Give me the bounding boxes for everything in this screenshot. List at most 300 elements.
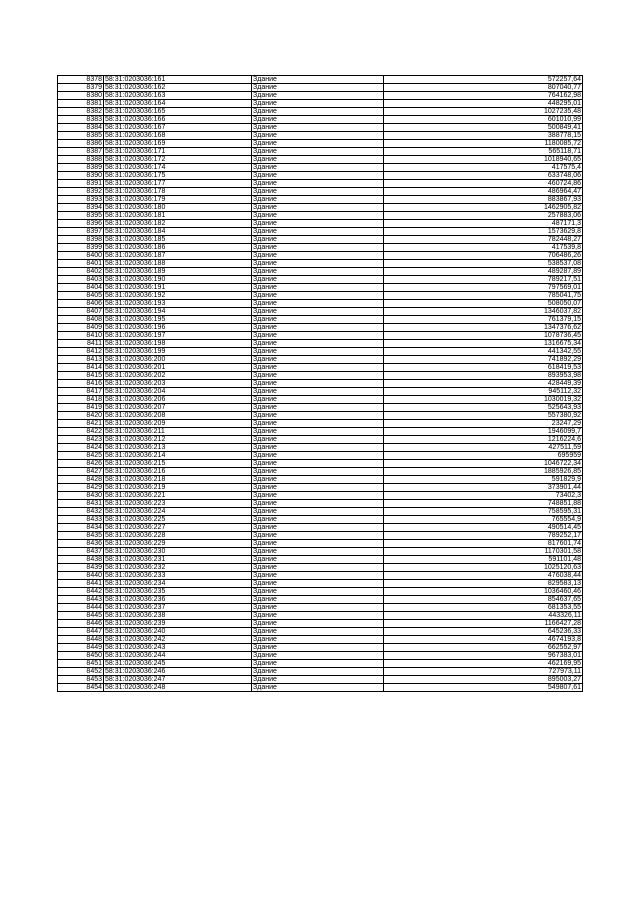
cadastral-number-cell: 58:31:0203036:182 [104,220,252,228]
object-type-cell: Здание [252,204,384,212]
object-type-cell: Здание [252,236,384,244]
row-number-cell: 8420 [58,412,104,420]
row-number-cell: 8395 [58,212,104,220]
value-cell: 1316675,34 [384,340,583,348]
table-row [58,244,583,252]
table-row [58,308,583,316]
table-row [58,556,583,564]
table-row [58,444,583,452]
table-row [58,140,583,148]
cadastral-number-cell: 58:31:0203036:189 [104,268,252,276]
value-cell: 645236,33 [384,628,583,636]
row-number-cell: 8378 [58,76,104,84]
table-row [58,596,583,604]
cadastral-number-cell: 58:31:0203036:208 [104,412,252,420]
value-cell: 695959 [384,452,583,460]
cadastral-number-cell: 58:31:0203036:178 [104,188,252,196]
object-type-cell: Здание [252,676,384,684]
row-number-cell: 8443 [58,596,104,604]
cadastral-number-cell: 58:31:0203036:221 [104,492,252,500]
row-number-cell: 8448 [58,636,104,644]
table-row [58,628,583,636]
cadastral-number-cell: 58:31:0203036:242 [104,636,252,644]
value-cell: 1885926,85 [384,468,583,476]
row-number-cell: 8396 [58,220,104,228]
object-type-cell: Здание [252,652,384,660]
cadastral-number-cell: 58:31:0203036:197 [104,332,252,340]
value-cell: 486964,47 [384,188,583,196]
row-number-cell: 8452 [58,668,104,676]
object-type-cell: Здание [252,612,384,620]
cadastral-number-cell: 58:31:0203036:214 [104,452,252,460]
table-row [58,524,583,532]
value-cell: 557380,92 [384,412,583,420]
object-type-cell: Здание [252,556,384,564]
value-cell: 1030019,32 [384,396,583,404]
value-cell: 782448,27 [384,236,583,244]
cadastral-number-cell: 58:31:0203036:230 [104,548,252,556]
table-row [58,684,583,692]
value-cell: 945112,32 [384,388,583,396]
row-number-cell: 8405 [58,292,104,300]
object-type-cell: Здание [252,260,384,268]
value-cell: 1462905,82 [384,204,583,212]
cadastral-number-cell: 58:31:0203036:167 [104,124,252,132]
object-type-cell: Здание [252,140,384,148]
table-row [58,380,583,388]
cadastral-number-cell: 58:31:0203036:244 [104,652,252,660]
row-number-cell: 8401 [58,260,104,268]
cadastral-number-cell: 58:31:0203036:175 [104,172,252,180]
table-row [58,316,583,324]
cadastral-number-cell: 58:31:0203036:247 [104,676,252,684]
row-number-cell: 8444 [58,604,104,612]
object-type-cell: Здание [252,580,384,588]
table-row [58,580,583,588]
object-type-cell: Здание [252,532,384,540]
table-row [58,268,583,276]
cadastral-table-body [58,76,583,692]
table-row [58,348,583,356]
value-cell: 490514,45 [384,524,583,532]
row-number-cell: 8442 [58,588,104,596]
value-cell: 1573629,8 [384,228,583,236]
value-cell: 633748,06 [384,172,583,180]
cadastral-number-cell: 58:31:0203036:164 [104,100,252,108]
row-number-cell: 8426 [58,460,104,468]
table-row [58,228,583,236]
value-cell: 893953,98 [384,372,583,380]
cadastral-number-cell: 58:31:0203036:177 [104,180,252,188]
object-type-cell: Здание [252,308,384,316]
table-row [58,644,583,652]
cadastral-number-cell: 58:31:0203036:165 [104,108,252,116]
cadastral-number-cell: 58:31:0203036:243 [104,644,252,652]
value-cell: 572257,64 [384,76,583,84]
object-type-cell: Здание [252,604,384,612]
cadastral-number-cell: 58:31:0203036:206 [104,396,252,404]
value-cell: 448295,01 [384,100,583,108]
table-row [58,92,583,100]
cadastral-number-cell: 58:31:0203036:203 [104,380,252,388]
value-cell: 1170301,58 [384,548,583,556]
object-type-cell: Здание [252,396,384,404]
table-row [58,156,583,164]
cadastral-number-cell: 58:31:0203036:233 [104,572,252,580]
table-row [58,612,583,620]
row-number-cell: 8449 [58,644,104,652]
table-row [58,100,583,108]
row-number-cell: 8445 [58,612,104,620]
row-number-cell: 8393 [58,196,104,204]
object-type-cell: Здание [252,228,384,236]
object-type-cell: Здание [252,284,384,292]
table-row [58,548,583,556]
object-type-cell: Здание [252,100,384,108]
value-cell: 761379,15 [384,316,583,324]
cadastral-number-cell: 58:31:0203036:229 [104,540,252,548]
row-number-cell: 8453 [58,676,104,684]
value-cell: 789217,51 [384,276,583,284]
cadastral-number-cell: 58:31:0203036:240 [104,628,252,636]
object-type-cell: Здание [252,572,384,580]
table-row [58,340,583,348]
table-row [58,484,583,492]
cadastral-number-cell: 58:31:0203036:216 [104,468,252,476]
object-type-cell: Здание [252,644,384,652]
table-row [58,148,583,156]
row-number-cell: 8415 [58,372,104,380]
table-row [58,468,583,476]
table-row [58,252,583,260]
table-row [58,196,583,204]
row-number-cell: 8380 [58,92,104,100]
object-type-cell: Здание [252,588,384,596]
table-row [58,236,583,244]
cadastral-number-cell: 58:31:0203036:239 [104,620,252,628]
table-row [58,452,583,460]
cadastral-number-cell: 58:31:0203036:192 [104,292,252,300]
table-row [58,412,583,420]
table-row [58,492,583,500]
table-row [58,356,583,364]
table-row [58,404,583,412]
cadastral-number-cell: 58:31:0203036:174 [104,164,252,172]
table-row [58,564,583,572]
table-row [58,164,583,172]
value-cell: 417575,4 [384,164,583,172]
cadastral-number-cell: 58:31:0203036:198 [104,340,252,348]
cadastral-number-cell: 58:31:0203036:184 [104,228,252,236]
object-type-cell: Здание [252,484,384,492]
object-type-cell: Здание [252,596,384,604]
table-row [58,124,583,132]
object-type-cell: Здание [252,244,384,252]
cadastral-number-cell: 58:31:0203036:169 [104,140,252,148]
object-type-cell: Здание [252,300,384,308]
row-number-cell: 8406 [58,300,104,308]
cadastral-number-cell: 58:31:0203036:234 [104,580,252,588]
table-row [58,76,583,84]
table-row [58,500,583,508]
cadastral-number-cell: 58:31:0203036:187 [104,252,252,260]
cadastral-number-cell: 58:31:0203036:245 [104,660,252,668]
table-row [58,188,583,196]
object-type-cell: Здание [252,268,384,276]
value-cell: 549807,61 [384,684,583,692]
table-row [58,532,583,540]
object-type-cell: Здание [252,164,384,172]
table-row [58,332,583,340]
row-number-cell: 8411 [58,340,104,348]
object-type-cell: Здание [252,380,384,388]
value-cell: 741892,29 [384,356,583,364]
object-type-cell: Здание [252,76,384,84]
table-row [58,420,583,428]
row-number-cell: 8422 [58,428,104,436]
value-cell: 462169,95 [384,660,583,668]
row-number-cell: 8434 [58,524,104,532]
row-number-cell: 8399 [58,244,104,252]
row-number-cell: 8416 [58,380,104,388]
row-number-cell: 8402 [58,268,104,276]
row-number-cell: 8417 [58,388,104,396]
object-type-cell: Здание [252,332,384,340]
value-cell: 1036460,46 [384,588,583,596]
table-row [58,284,583,292]
table-row [58,116,583,124]
row-number-cell: 8400 [58,252,104,260]
value-cell: 4674193,8 [384,636,583,644]
object-type-cell: Здание [252,620,384,628]
cadastral-number-cell: 58:31:0203036:213 [104,444,252,452]
object-type-cell: Здание [252,508,384,516]
value-cell: 967383,01 [384,652,583,660]
value-cell: 829583,13 [384,580,583,588]
object-type-cell: Здание [252,124,384,132]
cadastral-number-cell: 58:31:0203036:224 [104,508,252,516]
value-cell: 681353,55 [384,604,583,612]
value-cell: 23247,29 [384,420,583,428]
table-row [58,460,583,468]
object-type-cell: Здание [252,452,384,460]
cadastral-number-cell: 58:31:0203036:199 [104,348,252,356]
cadastral-number-cell: 58:31:0203036:236 [104,596,252,604]
value-cell: 1946099,7 [384,428,583,436]
table-row [58,212,583,220]
cadastral-number-cell: 58:31:0203036:172 [104,156,252,164]
object-type-cell: Здание [252,340,384,348]
value-cell: 764162,98 [384,92,583,100]
cadastral-number-cell: 58:31:0203036:212 [104,436,252,444]
object-type-cell: Здание [252,668,384,676]
table-row [58,676,583,684]
table-row [58,172,583,180]
row-number-cell: 8433 [58,516,104,524]
cadastral-number-cell: 58:31:0203036:235 [104,588,252,596]
row-number-cell: 8414 [58,364,104,372]
value-cell: 1046722,34 [384,460,583,468]
object-type-cell: Здание [252,316,384,324]
row-number-cell: 8440 [58,572,104,580]
table-row [58,396,583,404]
table-row [58,260,583,268]
table-row [58,388,583,396]
object-type-cell: Здание [252,220,384,228]
table-row [58,516,583,524]
row-number-cell: 8392 [58,188,104,196]
cadastral-number-cell: 58:31:0203036:188 [104,260,252,268]
cadastral-number-cell: 58:31:0203036:228 [104,532,252,540]
row-number-cell: 8431 [58,500,104,508]
table-row [58,220,583,228]
value-cell: 500849,41 [384,124,583,132]
row-number-cell: 8432 [58,508,104,516]
cadastral-number-cell: 58:31:0203036:202 [104,372,252,380]
object-type-cell: Здание [252,436,384,444]
value-cell: 388778,15 [384,132,583,140]
cadastral-number-cell: 58:31:0203036:201 [104,364,252,372]
row-number-cell: 8428 [58,476,104,484]
row-number-cell: 8451 [58,660,104,668]
row-number-cell: 8429 [58,484,104,492]
value-cell: 785041,75 [384,292,583,300]
object-type-cell: Здание [252,252,384,260]
value-cell: 487171,3 [384,220,583,228]
cadastral-number-cell: 58:31:0203036:186 [104,244,252,252]
object-type-cell: Здание [252,516,384,524]
cadastral-number-cell: 58:31:0203036:166 [104,116,252,124]
value-cell: 460724,86 [384,180,583,188]
row-number-cell: 8454 [58,684,104,692]
cadastral-number-cell: 58:31:0203036:207 [104,404,252,412]
value-cell: 565118,71 [384,148,583,156]
row-number-cell: 8425 [58,452,104,460]
object-type-cell: Здание [252,412,384,420]
value-cell: 441342,55 [384,348,583,356]
value-cell: 1027235,48 [384,108,583,116]
row-number-cell: 8441 [58,580,104,588]
cadastral-number-cell: 58:31:0203036:218 [104,476,252,484]
row-number-cell: 8391 [58,180,104,188]
object-type-cell: Здание [252,292,384,300]
cadastral-number-cell: 58:31:0203036:200 [104,356,252,364]
row-number-cell: 8386 [58,140,104,148]
row-number-cell: 8394 [58,204,104,212]
table-row [58,572,583,580]
cadastral-table [57,75,583,692]
row-number-cell: 8447 [58,628,104,636]
object-type-cell: Здание [252,476,384,484]
object-type-cell: Здание [252,356,384,364]
cadastral-number-cell: 58:31:0203036:193 [104,300,252,308]
row-number-cell: 8412 [58,348,104,356]
table-row [58,588,583,596]
row-number-cell: 8389 [58,164,104,172]
value-cell: 257883,06 [384,212,583,220]
object-type-cell: Здание [252,460,384,468]
table-row [58,108,583,116]
object-type-cell: Здание [252,500,384,508]
row-number-cell: 8427 [58,468,104,476]
table-row [58,428,583,436]
cadastral-number-cell: 58:31:0203036:209 [104,420,252,428]
object-type-cell: Здание [252,108,384,116]
value-cell: 748851,88 [384,500,583,508]
object-type-cell: Здание [252,180,384,188]
cadastral-number-cell: 58:31:0203036:194 [104,308,252,316]
object-type-cell: Здание [252,348,384,356]
value-cell: 706486,26 [384,252,583,260]
value-cell: 476038,44 [384,572,583,580]
object-type-cell: Здание [252,148,384,156]
table-row [58,668,583,676]
object-type-cell: Здание [252,420,384,428]
object-type-cell: Здание [252,548,384,556]
value-cell: 854637,65 [384,596,583,604]
value-cell: 525643,93 [384,404,583,412]
cadastral-number-cell: 58:31:0203036:185 [104,236,252,244]
value-cell: 1180085,72 [384,140,583,148]
value-cell: 489287,89 [384,268,583,276]
row-number-cell: 8419 [58,404,104,412]
table-row [58,604,583,612]
row-number-cell: 8418 [58,396,104,404]
object-type-cell: Здание [252,276,384,284]
row-number-cell: 8436 [58,540,104,548]
row-number-cell: 8410 [58,332,104,340]
cadastral-number-cell: 58:31:0203036:246 [104,668,252,676]
row-number-cell: 8438 [58,556,104,564]
value-cell: 508050,07 [384,300,583,308]
value-cell: 817601,74 [384,540,583,548]
row-number-cell: 8390 [58,172,104,180]
value-cell: 591829,9 [384,476,583,484]
object-type-cell: Здание [252,684,384,692]
table-row [58,660,583,668]
cadastral-number-cell: 58:31:0203036:219 [104,484,252,492]
table-row [58,620,583,628]
object-type-cell: Здание [252,660,384,668]
row-number-cell: 8383 [58,116,104,124]
table-row [58,292,583,300]
cadastral-number-cell: 58:31:0203036:223 [104,500,252,508]
value-cell: 895003,27 [384,676,583,684]
object-type-cell: Здание [252,444,384,452]
cadastral-number-cell: 58:31:0203036:171 [104,148,252,156]
value-cell: 758595,31 [384,508,583,516]
table-row [58,372,583,380]
row-number-cell: 8403 [58,276,104,284]
cadastral-number-cell: 58:31:0203036:179 [104,196,252,204]
table-row [58,476,583,484]
object-type-cell: Здание [252,388,384,396]
cadastral-number-cell: 58:31:0203036:227 [104,524,252,532]
row-number-cell: 8430 [58,492,104,500]
object-type-cell: Здание [252,132,384,140]
table-row [58,300,583,308]
value-cell: 1078736,45 [384,332,583,340]
object-type-cell: Здание [252,156,384,164]
row-number-cell: 8398 [58,236,104,244]
row-number-cell: 8384 [58,124,104,132]
value-cell: 807040,77 [384,84,583,92]
table-row [58,436,583,444]
cadastral-number-cell: 58:31:0203036:204 [104,388,252,396]
row-number-cell: 8435 [58,532,104,540]
cadastral-number-cell: 58:31:0203036:161 [104,76,252,84]
table-row [58,204,583,212]
